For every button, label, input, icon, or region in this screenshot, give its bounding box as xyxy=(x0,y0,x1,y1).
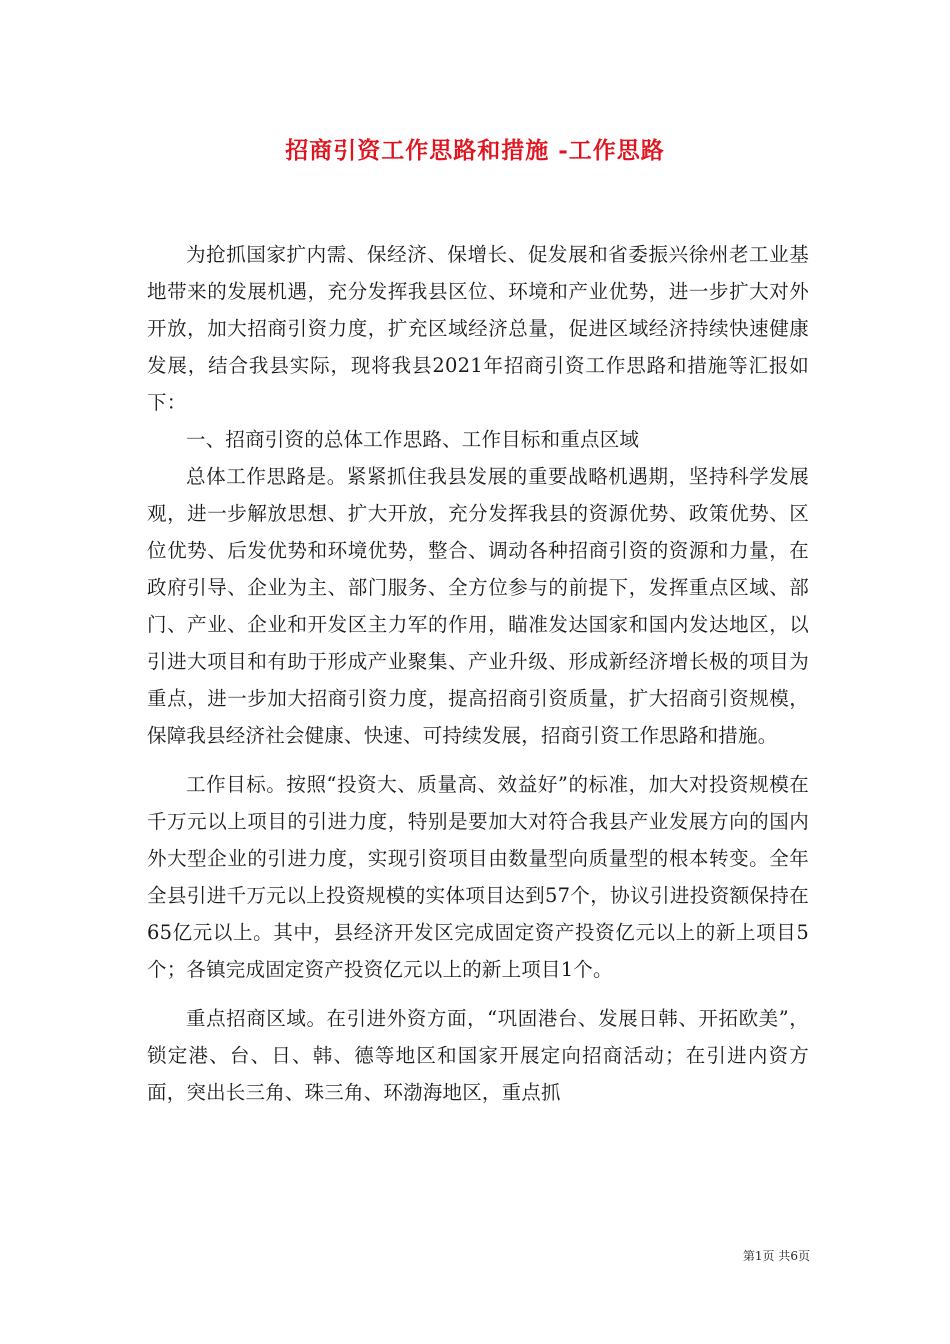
page-number: 第1页 共6页 xyxy=(742,1249,810,1263)
paragraph-work-goals: 工作目标。按照“投资大、质量高、效益好”的标准，加大对投资规模在千万元以上项目的引进力度，特别是要加大对符合我县产业发展方向的国内外大型企业的引进力度，实现引资项目由数量型向质量型的根本转变。全年全县引进千万元以上投资规模的实体项目达到57个，协议引进投资额保持在65亿元以上。其中，县经济开发区完成固定资产投资亿元以上的新上项目5个；各镇完成固定资产投资亿元以上的新上项目1个。 xyxy=(147,773,809,981)
paragraph-overall-approach: 总体工作思路是。紧紧抓住我县发展的重要战略机遇期，坚持科学发展观，进一步解放思想、扩大开放，充分发挥我县的资源优势、政策优势、区位优势、后发优势和环境优势，整合、调动各种招商引资的资源和力量，在政府引导、企业为主、部门服务、全方位参与的前提下，发挥重点区域、部门、产业、企业和开发区主力军的作用，瞄准发达国家和国内发达地区，以引进大项目和有助于形成产业聚集、产业升级、形成新经济增长极的项目为重点，进一步加大招商引资力度，提高招商引资质量，扩大招商引资规模，保障我县经济社会健康、快速、可持续发展，招商引资工作思路和措施。 xyxy=(147,465,809,747)
document-body xyxy=(147,236,809,1111)
paragraph-intro: 为抢抓国家扩内需、保经济、保增长、促发展和省委振兴徐州老工业基地带来的发展机遇，充分发挥我县区位、环境和产业优势，进一步扩大对外开放，加大招商引资力度，扩充区域经济总量，促进区域经济持续快速健康发展，结合我县实际，现将我县2021年招商引资工作思路和措施等汇报如下： xyxy=(147,243,809,414)
document-title: 招商引资工作思路和措施 -工作思路 xyxy=(285,137,665,164)
section-heading: 一、招商引资的总体工作思路、工作目标和重点区域 xyxy=(186,428,640,451)
paragraph-key-regions: 重点招商区域。在引进外资方面，“巩固港台、发展日韩、开拓欧美”，锁定港、台、日、韩、德等地区和国家开展定向招商活动；在引进内资方面，突出长三角、珠三角、环渤海地区，重点抓 xyxy=(147,1007,809,1104)
